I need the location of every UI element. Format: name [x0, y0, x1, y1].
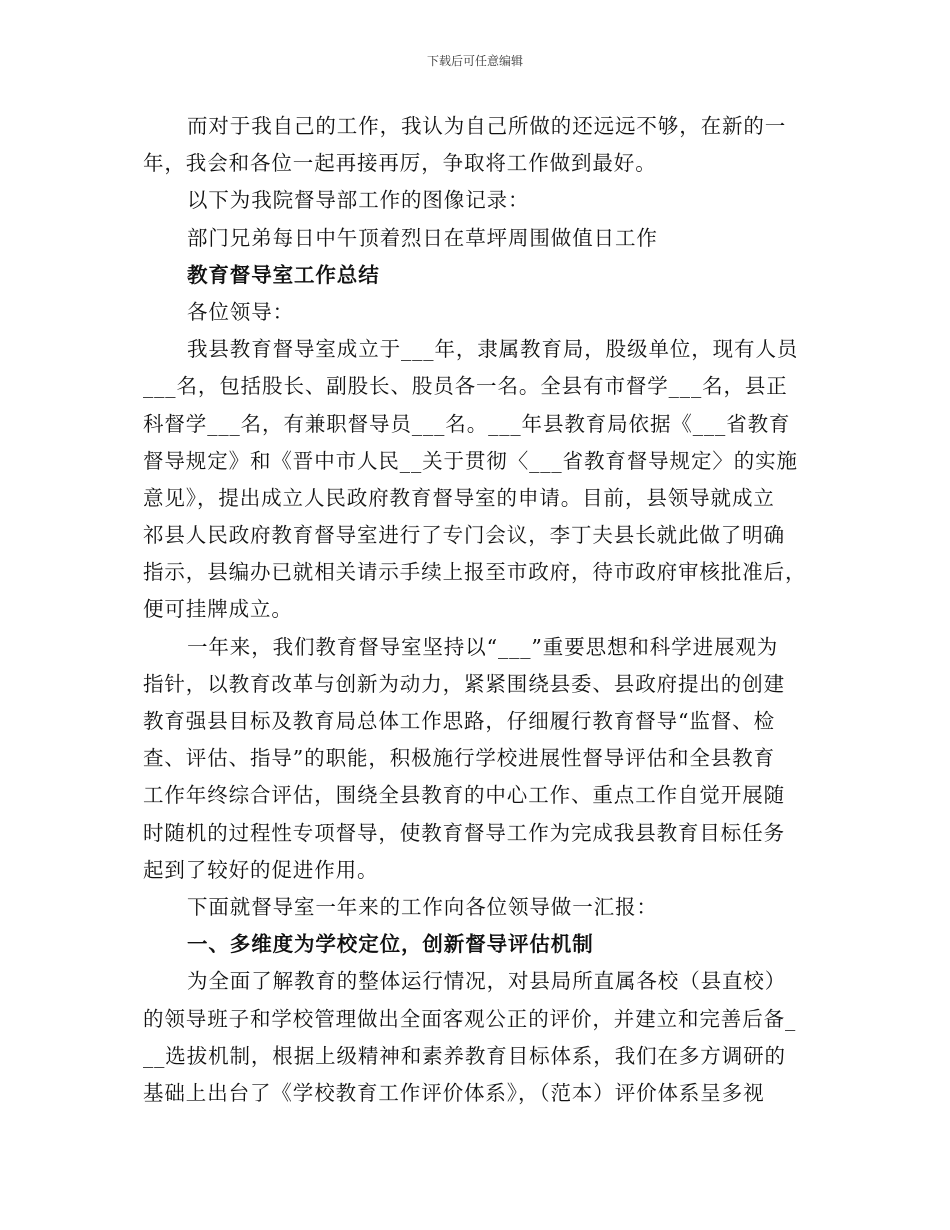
paragraph-line: 基础上出台了《学校教育工作评价体系》，（范本）评价体系呈多视: [143, 1080, 765, 1105]
document-body: [143, 108, 823, 1112]
section-heading: 教育督导室工作总结: [187, 262, 380, 287]
page-header-watermark: 下载后可任意编辑: [426, 54, 523, 68]
paragraph-line: 而对于我自己的工作，我认为自己所做的还远远不够，在新的一: [187, 114, 787, 138]
paragraph-line: 下面就督导室一年来的工作向各位领导做一汇报：: [187, 894, 658, 919]
paragraph-line: 年，我会和各位一起再接再厉，争取将工作做到最好。: [143, 151, 657, 176]
paragraph-line: 时随机的过程性专项督导，使教育督导工作为完成我县教育目标任务: [143, 820, 785, 845]
paragraph-line: 起到了较好的促进作用。: [143, 857, 379, 882]
paragraph-line: 我县教育督导室成立于___年，隶属教育局，股级单位，现有人员: [187, 337, 799, 362]
paragraph-line: 教育强县目标及教育局总体工作思路，仔细履行教育督导“监督、检: [143, 709, 775, 733]
paragraph-line: 意见》，提出成立人民政府教育督导室的申请。目前，县领导就成立: [143, 485, 775, 510]
paragraph-line: 祁县人民政府教育督导室进行了专门会议，李丁夫县长就此做了明确: [143, 523, 785, 548]
paragraph-line: 的领导班子和学校管理做出全面客观公正的评价，并建立和完善后备_: [143, 1006, 797, 1031]
paragraph-line: 查、评估、指导”的职能，积极施行学校进展性督导评估和全县教育: [143, 746, 775, 771]
paragraph-line: 指示，县编办已就相关请示手续上报至市政府，待市政府审核批准后，: [143, 560, 807, 585]
paragraph-line: 科督学___名，有兼职督导员___名。___年县教育局依据《___省教育: [143, 411, 791, 436]
paragraph-line: 部门兄弟每日中午顶着烈日在草坪周围做值日工作: [187, 225, 658, 250]
section-heading: 一、多维度为学校定位，创新督导评估机制: [187, 932, 594, 957]
paragraph-line: 工作年终综合评估，围绕全县教育的中心工作、重点工作自觉开展随: [143, 783, 785, 808]
paragraph-line: 以下为我院督导部工作的图像记录：: [187, 188, 530, 213]
paragraph-line: 为全面了解教育的整体运行情况，对县局所直属各校（县直校）: [187, 969, 787, 994]
paragraph-line: 各位领导：: [187, 299, 294, 324]
paragraph-line: 指针，以教育改革与创新为动力，紧紧围绕县委、县政府提出的创建: [143, 671, 785, 696]
paragraph-line: ___名，包括股长、副股长、股员各一名。全县有市督学___名，县正: [143, 374, 788, 399]
paragraph-line: 一年来，我们教育督导室坚持以“___”重要思想和科学进展观为: [187, 634, 779, 659]
paragraph-line: 便可挂牌成立。: [143, 597, 293, 622]
paragraph-line: 督导规定》和《晋中市人民__关于贯彻〈___省教育督导规定〉的实施: [143, 448, 798, 473]
paragraph-line: __选拔机制，根据上级精神和素养教育目标体系，我们在多方调研的: [143, 1043, 786, 1068]
